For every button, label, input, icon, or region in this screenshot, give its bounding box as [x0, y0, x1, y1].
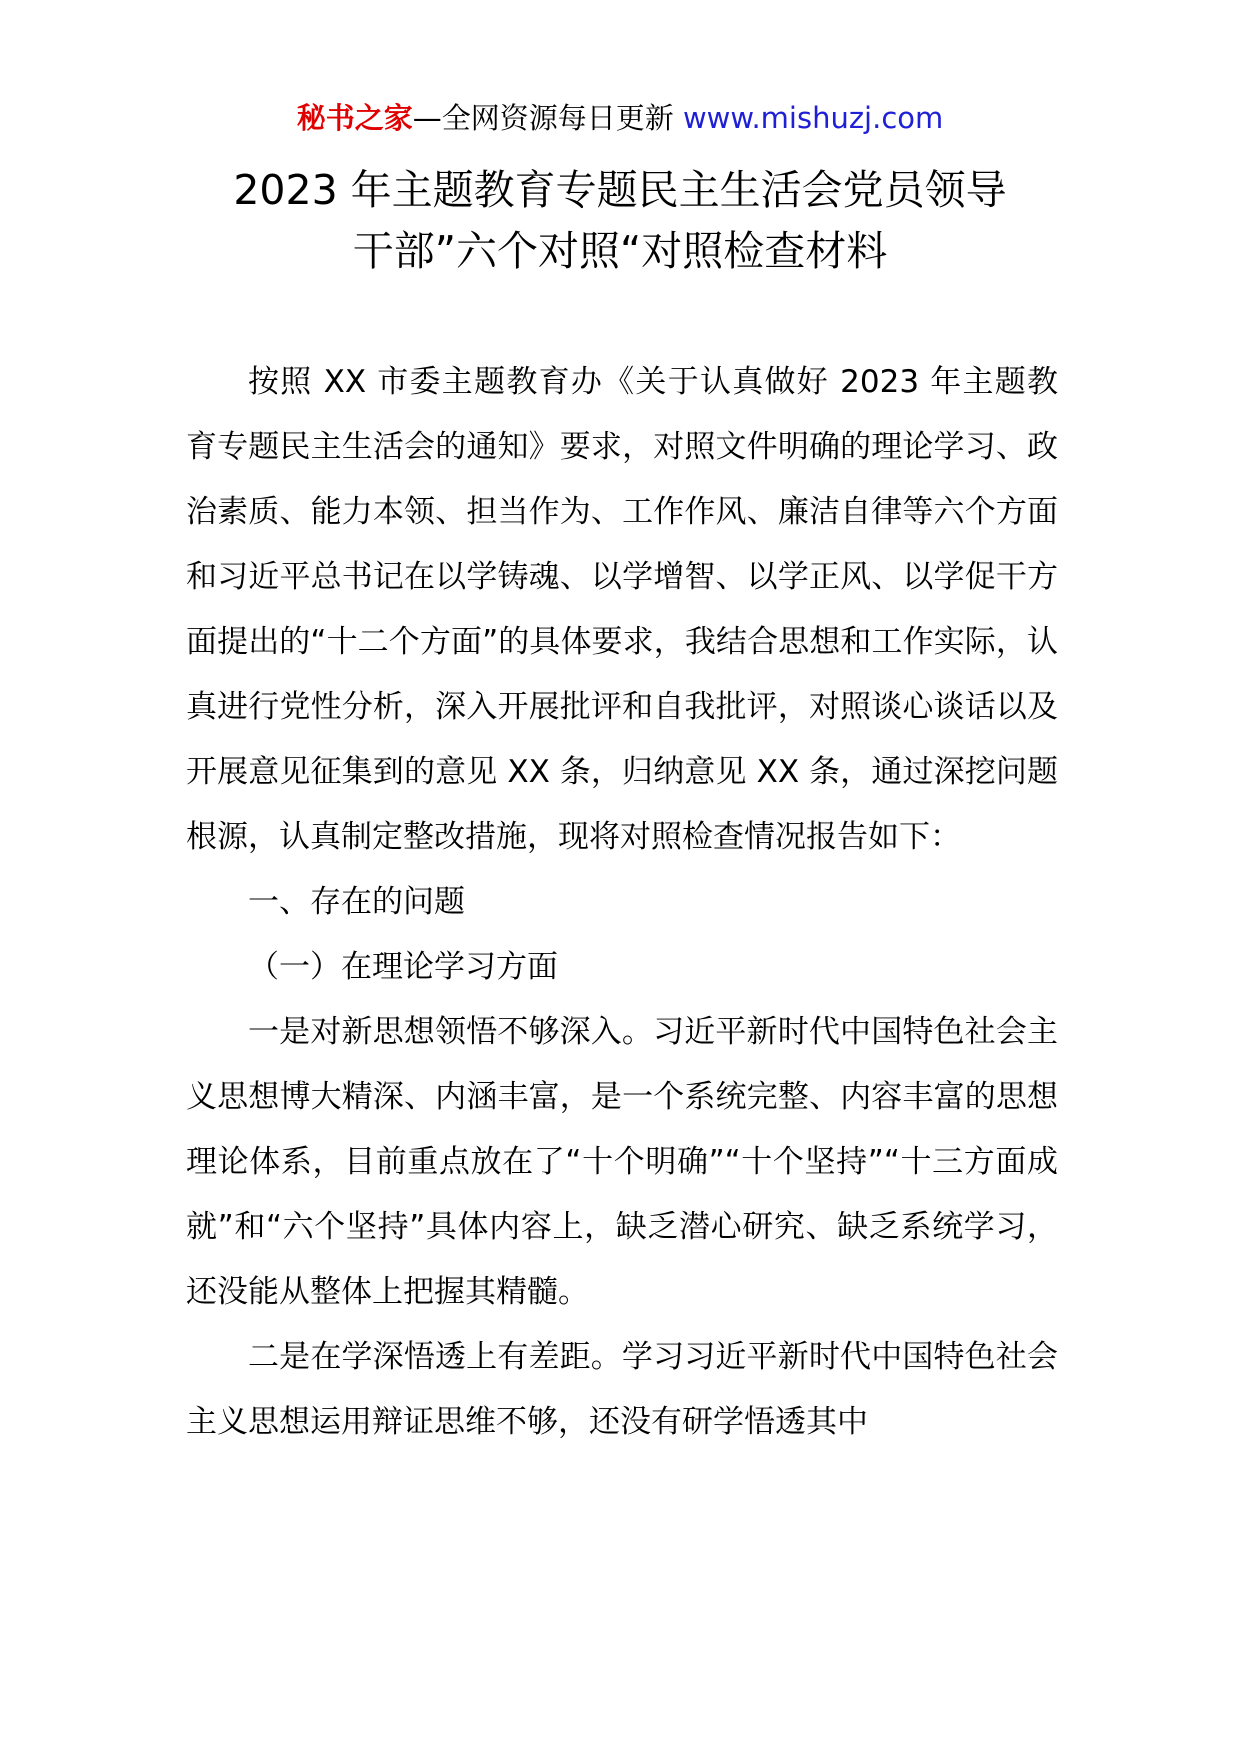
- subsection-heading: （一）在理论学习方面: [248, 949, 558, 985]
- header-slogan: —全网资源每日更新: [412, 101, 683, 135]
- site-url-link[interactable]: www.mishuzj.com: [682, 101, 944, 135]
- document-body: [186, 350, 1058, 1455]
- intro-paragraph: 按照 XX 市委主题教育办《关于认真做好 2023 年主题教育专题民主生活会的通知》要求，对照文件明确的理论学习、政治素质、能力本领、担当作为、工作作风、廉洁自律等六个方面和习近平总书记在以学铸魂、以学增智、以学正风、以学促干方面提出的“十二个方面”的具体要求，我结合思想和工作实际，认真进行党性分析，深入开展批评和自我批评，对照谈心谈话以及开展意见征集到的意见 XX 条，归纳意见 XX 条，通过深挖问题根源，认真制定整改措施，现将对照检查情况报告如下：: [186, 364, 1058, 855]
- problem-point-2: 二是在学深悟透上有差距。学习习近平新时代中国特色社会主义思想运用辩证思维不够，还没有研学悟透其中: [186, 1339, 1058, 1440]
- section-heading: 一、存在的问题: [248, 884, 465, 920]
- site-header: [0, 98, 1240, 138]
- problem-point-1: 一是对新思想领悟不够深入。习近平新时代中国特色社会主义思想博大精深、内涵丰富，是一个系统完整、内容丰富的思想理论体系，目前重点放在了“十个明确”“十个坚持”“十三方面成就”和“六个坚持”具体内容上，缺乏潜心研究、缺乏系统学习，还没能从整体上把握其精髓。: [186, 1014, 1058, 1310]
- document-title: [120, 160, 1120, 282]
- title-line-1: 2023 年主题教育专题民主生活会党员领导: [233, 166, 1007, 214]
- title-line-2: 干部”六个对照“对照检查材料: [352, 227, 888, 275]
- brand-name: 秘书之家: [296, 101, 413, 135]
